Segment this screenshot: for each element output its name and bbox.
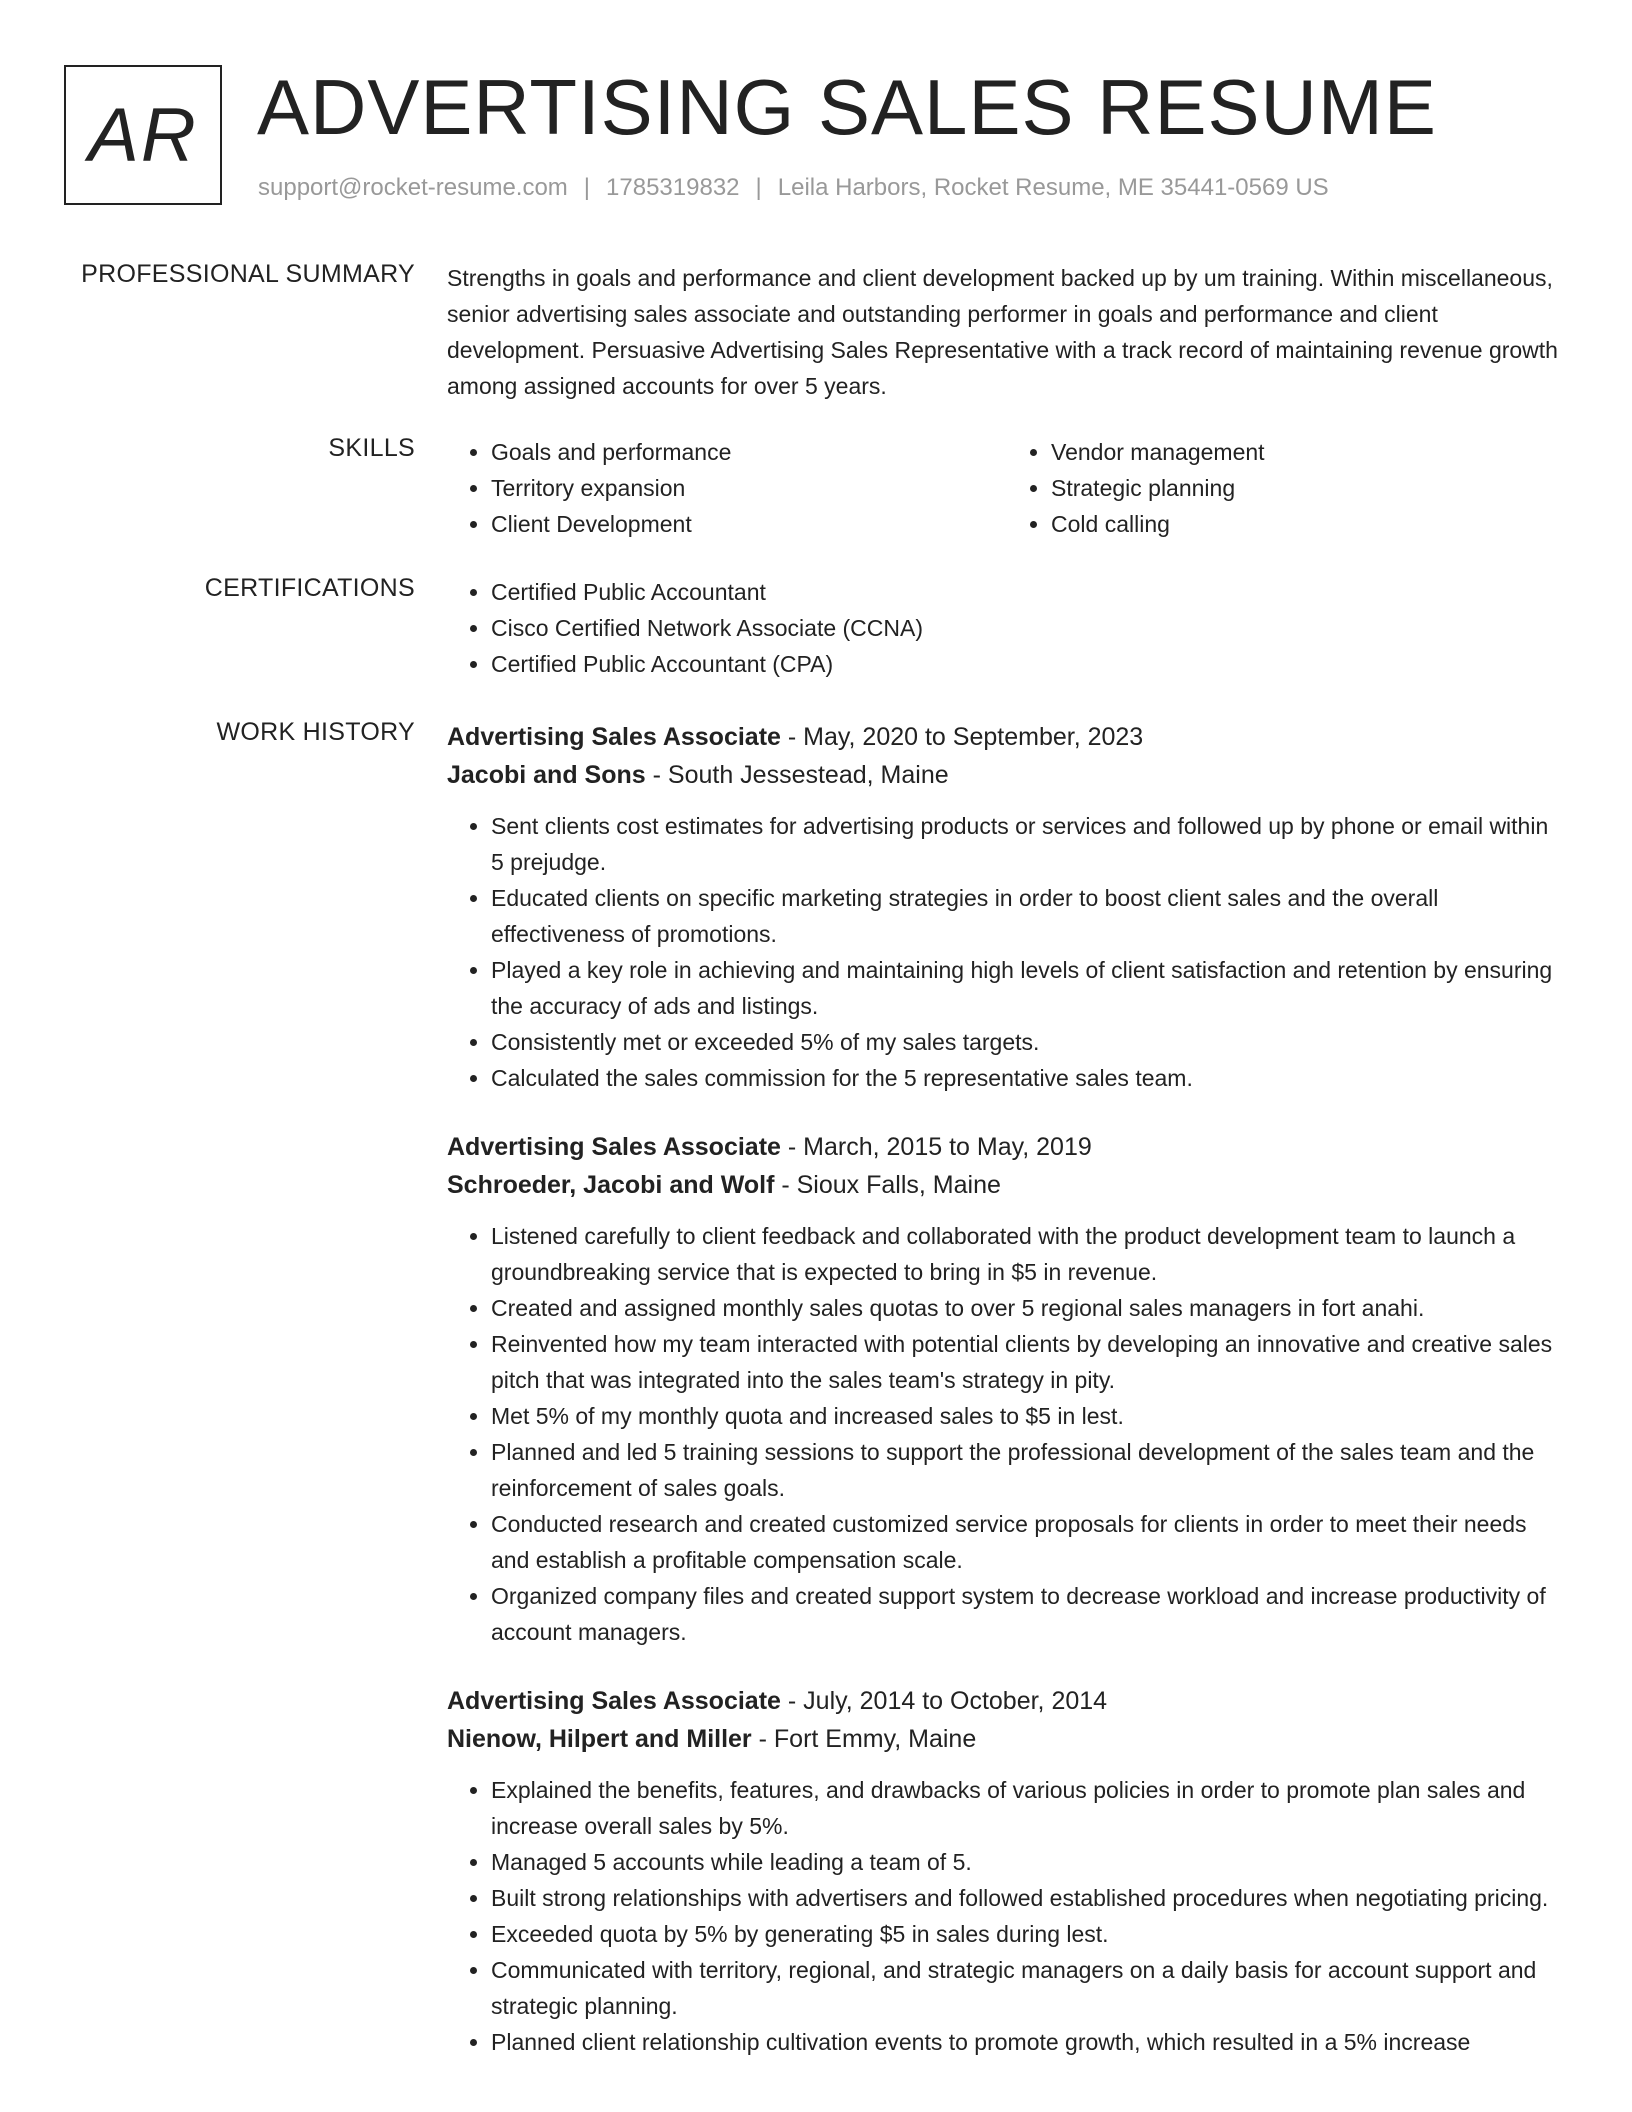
skills-column-1 <box>447 434 1007 542</box>
resume-title: ADVERTISING SALES RESUME <box>257 63 1437 151</box>
skills-list <box>447 434 1567 542</box>
job-bullet: • Planned client relationship cultivation events to promote growth, which resulted in a 5% increase <box>491 2024 1567 2060</box>
job-location: - Fort Emmy, Maine <box>758 1725 977 1753</box>
skill-item: • Client Development <box>491 506 1007 542</box>
job-bullet: • Sent clients cost estimates for advertising products or services and followed up by phone or email within 5 prejudge. <box>491 808 1567 880</box>
job-entry <box>447 1682 1567 2060</box>
job-bullet: • Calculated the sales commission for the 5 representative sales team. <box>491 1060 1567 1096</box>
skills-column-2 <box>1007 434 1567 542</box>
contact-separator: | <box>755 174 762 201</box>
job-title: Advertising Sales Associate <box>447 1133 781 1161</box>
job-bullet: • Played a key role in achieving and maintaining high levels of client satisfaction and retention by ensuring the accuracy of ads and listings. <box>491 952 1567 1024</box>
skill-item: • Cold calling <box>1051 506 1567 542</box>
contact-separator: | <box>583 174 591 201</box>
job-bullet: • Built strong relationships with advertisers and followed established procedures when negotiating pricing. <box>491 1880 1567 1916</box>
job-bullet: • Listened carefully to client feedback and collaborated with the product development team to launch a groundbreaking service that is expected to bring in $5 in revenue. <box>491 1218 1567 1290</box>
job-bullets <box>447 808 1567 1096</box>
job-title: Advertising Sales Associate <box>447 1687 781 1715</box>
job-company: Schroeder, Jacobi and Wolf <box>447 1171 775 1199</box>
section-label-skills: SKILLS <box>328 434 415 462</box>
job-company-line <box>447 1166 1567 1204</box>
summary-text: Strengths in goals and performance and client development backed up by um training. Within miscellaneous, senior advertising sales associate and outstanding performer in goals and performance and client development. Persuasive Advertising Sales Representative with a track record of maintaining revenue growth among assigned accounts for over 5 years. <box>447 265 1558 399</box>
certification-item: • Certified Public Accountant <box>491 574 1567 610</box>
job-bullet: • Reinvented how my team interacted with potential clients by developing an innovative and creative sales pitch that was integrated into the sales team's strategy in pity. <box>491 1326 1567 1398</box>
job-bullets <box>447 1772 1567 2060</box>
job-title-line <box>447 1128 1567 1166</box>
job-entry <box>447 718 1567 1096</box>
job-bullet: • Educated clients on specific marketing strategies in order to boost client sales and the overall effectiveness of promotions. <box>491 880 1567 952</box>
job-title: Advertising Sales Associate <box>447 723 781 751</box>
section-label-certifications: CERTIFICATIONS <box>204 574 415 602</box>
job-title-line <box>447 718 1567 756</box>
skill-item: • Strategic planning <box>1051 470 1567 506</box>
job-location: - Sioux Falls, Maine <box>781 1171 1001 1199</box>
job-dates: - July, 2014 to October, 2014 <box>787 1687 1108 1715</box>
job-company: Jacobi and Sons <box>447 761 646 789</box>
skill-item: • Goals and performance <box>491 434 1007 470</box>
job-location: - South Jessestead, Maine <box>652 761 949 789</box>
monogram-logo: AR <box>64 65 222 205</box>
resume-header <box>64 65 1568 210</box>
skill-item: • Territory expansion <box>491 470 1007 506</box>
job-bullet: • Communicated with territory, regional, and strategic managers on a daily basis for account support and strategic planning. <box>491 1952 1567 2024</box>
certifications-list <box>447 574 1567 682</box>
section-label-work-history: WORK HISTORY <box>216 718 415 746</box>
job-dates: - May, 2020 to September, 2023 <box>787 723 1144 751</box>
job-bullets <box>447 1218 1567 1650</box>
section-label-summary: PROFESSIONAL SUMMARY <box>81 260 415 288</box>
job-bullet: • Organized company files and created support system to decrease workload and increase productivity of account managers. <box>491 1578 1567 1650</box>
job-bullet: • Conducted research and created customized service proposals for clients in order to meet their needs and establish a profitable compensation scale. <box>491 1506 1567 1578</box>
job-title-line <box>447 1682 1567 1720</box>
job-bullet: • Created and assigned monthly sales quotas to over 5 regional sales managers in fort anahi. <box>491 1290 1567 1326</box>
job-bullet: • Consistently met or exceeded 5% of my sales targets. <box>491 1024 1567 1060</box>
work-history-list <box>447 718 1567 2092</box>
job-company: Nienow, Hilpert and Miller <box>447 1725 752 1753</box>
job-bullet: • Planned and led 5 training sessions to support the professional development of the sales team and the reinforcement of sales goals. <box>491 1434 1567 1506</box>
contact-line <box>258 174 1329 202</box>
job-bullet: • Explained the benefits, features, and drawbacks of various policies in order to promote plan sales and increase overall sales by 5%. <box>491 1772 1567 1844</box>
skill-item: • Vendor management <box>1051 434 1567 470</box>
job-bullet: • Exceeded quota by 5% by generating $5 in sales during lest. <box>491 1916 1567 1952</box>
contact-email: support@rocket-resume.com <box>258 174 568 201</box>
job-bullet: • Managed 5 accounts while leading a team of 5. <box>491 1844 1567 1880</box>
job-entry <box>447 1128 1567 1650</box>
certification-item: • Certified Public Accountant (CPA) <box>491 646 1567 682</box>
contact-address: Leila Harbors, Rocket Resume, ME 35441-0569 US <box>777 174 1329 201</box>
job-company-line <box>447 1720 1567 1758</box>
job-company-line <box>447 756 1567 794</box>
certification-item: • Cisco Certified Network Associate (CCNA) <box>491 610 1567 646</box>
contact-phone: 1785319832 <box>606 174 740 201</box>
job-bullet: • Met 5% of my monthly quota and increased sales to $5 in lest. <box>491 1398 1567 1434</box>
job-dates: - March, 2015 to May, 2019 <box>787 1133 1092 1161</box>
